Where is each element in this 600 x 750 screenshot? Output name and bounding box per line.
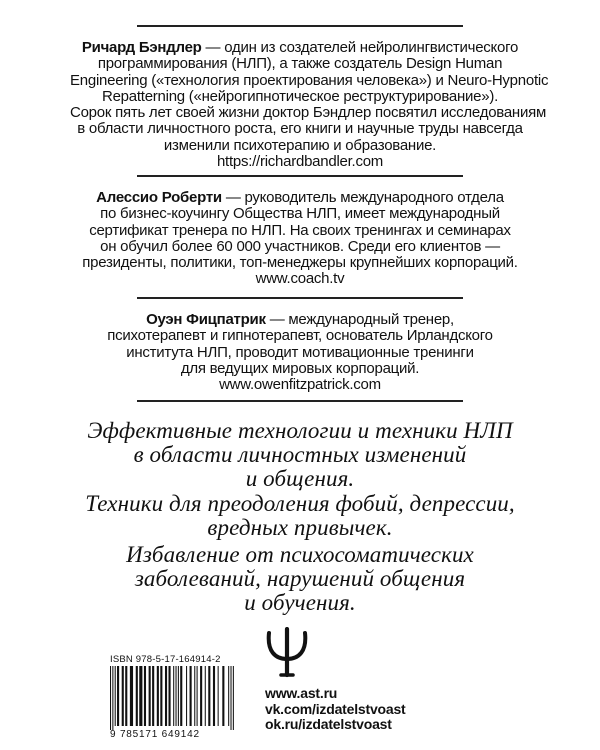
barcode-bar (222, 666, 224, 726)
barcode (110, 666, 234, 730)
bio-link[interactable]: https://richardbandler.com (216, 153, 384, 171)
barcode-bar (173, 666, 174, 726)
barcode-bar (117, 666, 119, 726)
barcode-bar (122, 666, 124, 726)
isbn-label: ISBN 978-5-17-164914-2 (110, 654, 221, 665)
barcode-bar (213, 666, 215, 726)
barcode-bar (208, 666, 210, 726)
barcode-bar (136, 666, 138, 726)
barcode-bar (176, 666, 177, 726)
bio-name: Алессио Роберти (96, 189, 222, 206)
barcode-bar (233, 666, 234, 730)
barcode-bar (200, 666, 202, 726)
barcode-bar (168, 666, 170, 726)
tagline-3: Избавление от психосоматических заболеваний, нарушений общения и обучения. (126, 542, 474, 615)
barcode-bar (149, 666, 151, 726)
link-ok[interactable]: ok.ru/izdatelstvoast (265, 716, 392, 732)
bio-fitzpatrick: Оуэн Фицпатрик — международный тренер, психотерапевт и гипнотерапевт, основатель Ирландского института НЛП, проводит мотивационные тренинги для ведущих мировых корпораций. www.owenfitzpatrick.com (70, 312, 530, 393)
tagline-1: Эффективные технологии и техники НЛП в области личностных изменений и общения. (87, 418, 513, 491)
tagline-2: Техники для преодоления фобий, депрессии, вредных привычек. (85, 491, 515, 540)
barcode-bar (152, 666, 154, 726)
bio-name: Оуэн Фицпатрик (146, 311, 266, 328)
psi-icon (263, 627, 311, 679)
barcode-bar (157, 666, 159, 726)
divider-3 (137, 400, 463, 402)
barcode-bar (228, 666, 229, 726)
bio-link[interactable]: www.owenfitzpatrick.com (219, 376, 381, 394)
barcode-bar (178, 666, 179, 726)
barcode-bar (125, 666, 127, 726)
barcode-bar (194, 666, 195, 726)
barcode-bar (139, 666, 142, 726)
bio-name: Ричард Бэндлер (81, 39, 202, 56)
barcode-bar (205, 666, 206, 726)
barcode-bar (218, 666, 219, 726)
barcode-bar (186, 666, 187, 726)
barcode-bar (110, 666, 111, 730)
barcode-bar (112, 666, 113, 730)
divider-1 (137, 175, 463, 177)
bio-link[interactable]: www.coach.tv (255, 270, 345, 288)
bio-bandler: Ричард Бэндлер — один из создателей нейролингвистического программирования (НЛП), а также создатель Design Human Engineering («технология проектирования человека») и Neuro-Hypnotic Repatterning («нейрогипнотическое реструктурирование»). Сорок пять лет своей жизни доктор Бэндлер посвятил исследованиям в области личностного роста, его книги и научные труды навсегда изменили психотерапию и образование. https://richardbandler.com (70, 39, 549, 171)
barcode-bar (130, 666, 133, 726)
divider-top (137, 25, 463, 27)
barcode-bar (197, 666, 198, 726)
barcode-bar (230, 666, 231, 730)
barcode-bar (165, 666, 167, 726)
barcode-bar (180, 666, 182, 726)
divider-2 (137, 297, 463, 299)
barcode-bar (160, 666, 162, 726)
link-vk[interactable]: vk.com/izdatelstvoast (265, 700, 406, 717)
link-site[interactable]: www.ast.ru (265, 685, 338, 701)
bio-roberti: Алессио Роберти — руководитель международного отдела по бизнес-коучингу Общества НЛП, имеет международный сертификат тренера по НЛП. На своих тренингах и семинарах он обучил более 60 000 участников. Среди его клиентов — президенты, политики, топ-менеджеры крупнейших корпораций. www.coach.tv (70, 190, 530, 288)
barcode-bar (190, 666, 192, 726)
barcode-bar (115, 666, 116, 726)
publisher-links (265, 686, 406, 733)
barcode-bar (144, 666, 146, 726)
barcode-digits: 9 785171 649142 (110, 729, 200, 740)
